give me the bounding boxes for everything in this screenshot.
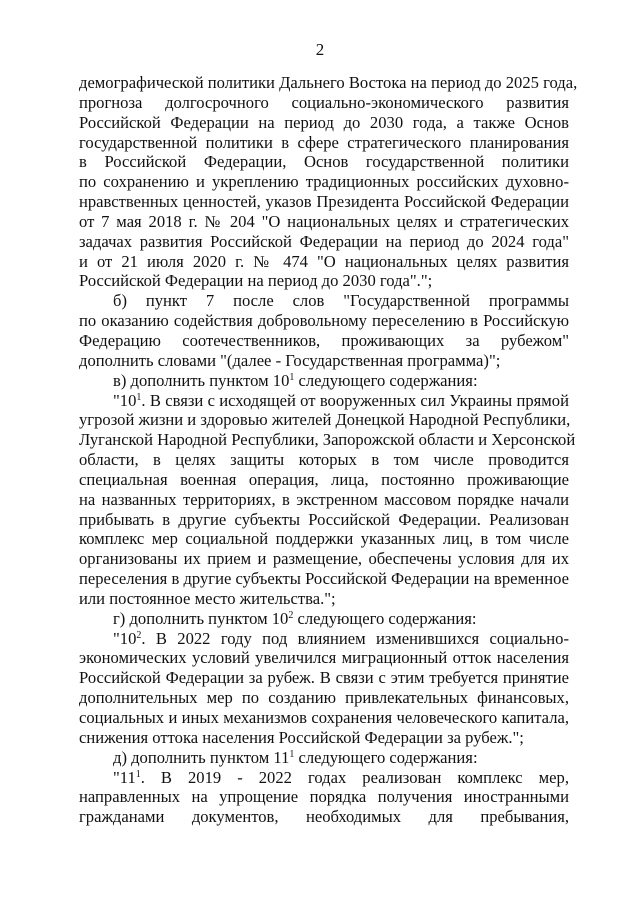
text-line (79, 768, 569, 788)
line-text: в) дополнить пунктом 10 (113, 370, 290, 390)
text-line (79, 410, 569, 430)
line-text: социальных и иных механизмов сохранения человеческого капитала, (79, 708, 569, 727)
text-line (79, 430, 576, 450)
superscript: 2 (288, 609, 294, 621)
text-line (79, 271, 569, 291)
text-line (79, 728, 569, 748)
text-line (79, 648, 569, 668)
line-text: Федерацию соотечественников, проживающих за рубежом" (79, 330, 569, 350)
text-line (79, 549, 569, 569)
superscript: 1 (289, 748, 295, 760)
text-line (79, 192, 569, 212)
text-line (79, 351, 569, 371)
text-line (79, 232, 569, 252)
text-line (79, 510, 569, 530)
text-line (79, 371, 569, 391)
text-line (79, 668, 569, 688)
text-line (79, 93, 569, 113)
text-line (79, 311, 569, 331)
line-text: "11 (113, 767, 136, 787)
line-text: Российской Федерации за рубеж. В связи с этим требуется принятие (79, 668, 569, 688)
text-line (79, 212, 569, 232)
text-line (79, 331, 569, 351)
text-line (79, 252, 569, 272)
text-line (79, 490, 569, 510)
line-text-continued: следующего содержания: (294, 370, 478, 390)
text-line (79, 807, 569, 827)
page-number: 2 (315, 40, 325, 59)
line-text: нравственных ценностей, указов Президента Российской Федерации (79, 192, 569, 212)
superscript: 1 (289, 371, 295, 383)
text-line (79, 589, 569, 609)
line-text: снижения оттока населения Российской Федерации за рубеж."; (79, 727, 524, 747)
line-text: гражданами документов, необходимых для пребывания, (79, 807, 569, 827)
line-text: д) дополнить пунктом 11 (113, 747, 290, 767)
line-text: или постоянное место жительства."; (79, 588, 336, 608)
line-text-continued: следующего содержания: (293, 608, 477, 628)
line-text: экономических условий увеличился миграционный отток населения (79, 648, 569, 668)
line-text: Российской Федерации на период до 2030 года, а также Основ (79, 112, 569, 132)
text-line (79, 629, 569, 649)
document-body (79, 73, 578, 827)
line-text: по оказанию содействия добровольному переселению в Российскую (79, 311, 569, 331)
line-text-continued: следующего содержания: (294, 747, 478, 767)
text-line (79, 470, 569, 490)
superscript: 1 (135, 768, 141, 780)
line-text: Луганской Народной Республики, Запорожской области и Херсонской (79, 430, 576, 450)
line-text: и от 21 июля 2020 г. № 474 "О национальных целях развития (79, 251, 569, 271)
text-line (79, 291, 569, 311)
line-text: прибывать в другие субъекты Российской Федерации. Реализован (79, 509, 569, 529)
text-line (79, 450, 569, 470)
text-line (79, 391, 569, 411)
text-line (79, 529, 569, 549)
text-line (79, 688, 569, 708)
line-text: б) пункт 7 после слов "Государственной программы (113, 291, 569, 311)
line-text: дополнить словами "(далее - Государственная программа)"; (79, 350, 501, 370)
line-text: "10 (113, 628, 137, 648)
text-line (79, 708, 569, 728)
line-text: в Российской Федерации, Основ государственной политики (79, 152, 569, 172)
line-text: государственной политики в сфере стратегического планирования (79, 132, 569, 152)
line-text: задачах развития Российской Федерации на период до 2024 года" (79, 231, 569, 251)
line-text: демографической политики Дальнего Востока на период до 2025 года, (79, 73, 578, 92)
text-line (79, 787, 569, 807)
line-text-continued: . В 2019 - 2022 годах реализован комплекс мер, (140, 767, 569, 787)
line-text: дополнительных мер по созданию привлекательных финансовых, (79, 688, 569, 708)
line-text: области, в целях защиты которых в том числе проводится (79, 450, 569, 470)
line-text: специальная военная операция, лица, постоянно проживающие (79, 469, 569, 489)
line-text: прогноза долгосрочного социально-экономического развития (79, 92, 569, 112)
text-line (79, 73, 578, 93)
text-line (79, 113, 569, 133)
text-line (79, 172, 569, 192)
line-text: Российской Федерации на период до 2030 года"."; (79, 271, 433, 291)
line-text: на названных территориях, в экстренном массовом порядке начали (79, 489, 569, 509)
text-line (79, 609, 569, 629)
line-text: "10 (113, 390, 137, 410)
text-line (79, 133, 569, 153)
line-text: угрозой жизни и здоровью жителей Донецкой Народной Республики, (79, 410, 571, 430)
superscript: 2 (136, 629, 142, 641)
line-text: от 7 мая 2018 г. № 204 "О национальных целях и стратегических (79, 211, 569, 231)
line-text-continued: . В связи с исходящей от вооруженных сил Украины прямой (141, 390, 569, 410)
line-text: комплекс мер социальной поддержки указанных лиц, в том числе (79, 529, 569, 549)
line-text: организованы их прием и размещение, обеспечены условия для их (79, 549, 569, 569)
superscript: 1 (136, 391, 142, 403)
line-text: переселения в другие субъекты Российской Федерации на временное (79, 569, 569, 589)
line-text: г) дополнить пунктом 10 (113, 608, 289, 628)
text-line (79, 748, 569, 768)
line-text-continued: . В 2022 году под влиянием изменившихся социально- (141, 628, 569, 648)
line-text: направленных на упрощение порядка получения иностранными (79, 787, 569, 807)
text-line (79, 152, 569, 172)
line-text: по сохранению и укреплению традиционных российских духовно- (79, 172, 569, 192)
text-line (79, 569, 569, 589)
